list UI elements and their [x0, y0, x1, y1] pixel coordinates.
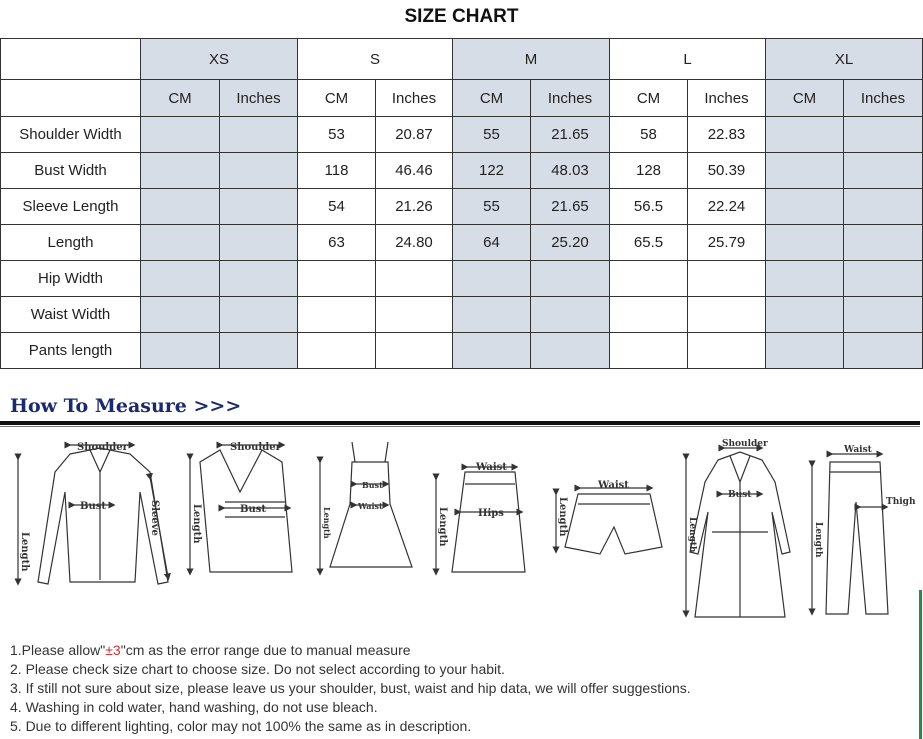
label-hips: Hips	[478, 508, 504, 519]
how-to-measure-heading: How To Measure >>>	[10, 395, 242, 417]
table-row	[1, 333, 923, 369]
table-cell: 22.83	[688, 117, 766, 153]
table-cell	[766, 225, 844, 261]
label-bust: Bust	[240, 504, 266, 515]
table-cell	[220, 189, 298, 225]
label-bust: Bust	[362, 480, 383, 490]
table-cell: 50.39	[688, 153, 766, 189]
table-cell: 55	[453, 189, 531, 225]
page-title: SIZE CHART	[404, 6, 519, 27]
label-waist: Waist	[476, 462, 507, 473]
table-cell	[688, 261, 766, 297]
unit-header: Inches	[844, 80, 923, 117]
edge-accent	[919, 590, 922, 739]
note-2: 2. Please check size chart to choose size. Do not select according to your habit.	[10, 661, 505, 677]
unit-header: CM	[610, 80, 688, 117]
size-header-m: M	[453, 39, 610, 80]
table-cell	[220, 153, 298, 189]
table-cell: 58	[610, 117, 688, 153]
table-cell	[220, 117, 298, 153]
row-label: Length	[1, 225, 141, 261]
table-cell	[141, 153, 220, 189]
coat-illustration	[686, 448, 790, 617]
note-5: 5. Due to different lighting, color may not 100% the same as in description.	[10, 718, 472, 734]
note-3: 3. If still not sure about size, please leave us your shoulder, bust, waist and hip data, we will offer suggestions.	[10, 680, 691, 696]
table-cell	[220, 333, 298, 369]
skirt-illustration	[436, 467, 525, 572]
table-cell	[766, 189, 844, 225]
label-shoulder: Shoulder	[722, 439, 768, 449]
label-length: Length	[813, 522, 823, 558]
table-cell: 118	[298, 153, 376, 189]
table-cell	[688, 333, 766, 369]
note-text: "cm as the error range due to manual measure	[120, 642, 411, 658]
divider	[0, 426, 920, 427]
table-cell: 24.80	[376, 225, 453, 261]
table-cell	[610, 297, 688, 333]
table-cell	[141, 225, 220, 261]
table-cell	[844, 297, 923, 333]
table-cell	[610, 333, 688, 369]
table-cell	[844, 117, 923, 153]
table-cell	[376, 333, 453, 369]
size-header-l: L	[610, 39, 766, 80]
table-cell	[141, 297, 220, 333]
unit-header-row	[1, 80, 923, 117]
table-cell	[844, 225, 923, 261]
table-cell: 48.03	[531, 153, 610, 189]
table-row	[1, 261, 923, 297]
table-cell: 56.5	[610, 189, 688, 225]
table-cell: 128	[610, 153, 688, 189]
row-label: Waist Width	[1, 297, 141, 333]
table-cell	[453, 333, 531, 369]
row-label: Sleeve Length	[1, 189, 141, 225]
unit-header: CM	[766, 80, 844, 117]
table-row	[1, 153, 923, 189]
note-1	[10, 641, 691, 660]
table-cell	[766, 117, 844, 153]
table-cell	[610, 261, 688, 297]
table-cell	[766, 261, 844, 297]
table-cell	[844, 333, 923, 369]
table-cell	[531, 297, 610, 333]
divider	[0, 421, 920, 425]
row-label: Bust Width	[1, 153, 141, 189]
table-cell	[220, 225, 298, 261]
label-shoulder: Shoulder	[230, 442, 281, 453]
table-cell	[766, 333, 844, 369]
table-cell: 20.87	[376, 117, 453, 153]
table-cell: 25.20	[531, 225, 610, 261]
table-row	[1, 117, 923, 153]
table-row	[1, 297, 923, 333]
table-cell: 63	[298, 225, 376, 261]
table-cell	[844, 261, 923, 297]
table-cell	[844, 153, 923, 189]
table-cell	[298, 261, 376, 297]
label-sleeve: Sleeve	[149, 500, 160, 536]
table-cell: 122	[453, 153, 531, 189]
tolerance-value: ±3	[105, 642, 121, 658]
notes	[10, 641, 691, 736]
size-header-row	[1, 39, 923, 80]
table-cell	[531, 333, 610, 369]
measure-illustrations	[0, 432, 923, 622]
table-cell	[141, 189, 220, 225]
table-cell: 21.26	[376, 189, 453, 225]
label-length: Length	[437, 507, 448, 547]
table-cell	[531, 261, 610, 297]
table-cell	[844, 189, 923, 225]
row-label: Pants length	[1, 333, 141, 369]
table-cell	[766, 297, 844, 333]
blouse-illustration	[18, 445, 168, 584]
table-cell	[220, 261, 298, 297]
table-cell	[141, 117, 220, 153]
label-waist: Waist	[844, 445, 872, 455]
table-cell	[141, 261, 220, 297]
unit-header: Inches	[688, 80, 766, 117]
shorts-illustration	[556, 488, 662, 554]
table-cell: 64	[453, 225, 531, 261]
label-bust: Bust	[728, 490, 752, 500]
table-cell	[453, 261, 531, 297]
note-4: 4. Washing in cold water, hand washing, do not use bleach.	[10, 699, 378, 715]
unit-header: CM	[141, 80, 220, 117]
table-cell: 55	[453, 117, 531, 153]
label-length: Length	[191, 504, 202, 544]
label-waist: Waist	[598, 480, 629, 491]
table-cell	[766, 153, 844, 189]
table-cell	[376, 261, 453, 297]
label-bust: Bust	[80, 501, 106, 512]
size-header-xl: XL	[766, 39, 923, 80]
table-row	[1, 189, 923, 225]
table-cell: 21.65	[531, 189, 610, 225]
label-length: Length	[322, 507, 332, 539]
row-label: Hip Width	[1, 261, 141, 297]
table-row	[1, 225, 923, 261]
label-waist: Waist	[358, 501, 383, 511]
table-cell	[298, 297, 376, 333]
table-cell	[220, 297, 298, 333]
unit-header: Inches	[376, 80, 453, 117]
size-chart-table	[0, 38, 923, 369]
table-cell: 22.24	[688, 189, 766, 225]
unit-header: CM	[453, 80, 531, 117]
table-cell	[453, 297, 531, 333]
label-shoulder: Shoulder	[77, 442, 128, 453]
note-text: 1.Please allow"	[10, 642, 106, 658]
row-label: Shoulder Width	[1, 117, 141, 153]
label-thigh: Thigh	[886, 497, 916, 507]
table-cell: 46.46	[376, 153, 453, 189]
table-cell: 54	[298, 189, 376, 225]
label-length: Length	[19, 532, 30, 572]
table-cell: 53	[298, 117, 376, 153]
unit-header: Inches	[220, 80, 298, 117]
table-cell	[688, 297, 766, 333]
table-cell	[141, 333, 220, 369]
corner-cell	[1, 80, 141, 117]
table-cell	[376, 297, 453, 333]
table-cell: 25.79	[688, 225, 766, 261]
size-header-xs: XS	[141, 39, 298, 80]
unit-header: Inches	[531, 80, 610, 117]
size-header-s: S	[298, 39, 453, 80]
label-length: Length	[687, 517, 697, 553]
label-length: Length	[557, 497, 568, 537]
table-cell: 21.65	[531, 117, 610, 153]
table-cell	[298, 333, 376, 369]
unit-header: CM	[298, 80, 376, 117]
table-cell: 65.5	[610, 225, 688, 261]
corner-cell	[1, 39, 141, 80]
